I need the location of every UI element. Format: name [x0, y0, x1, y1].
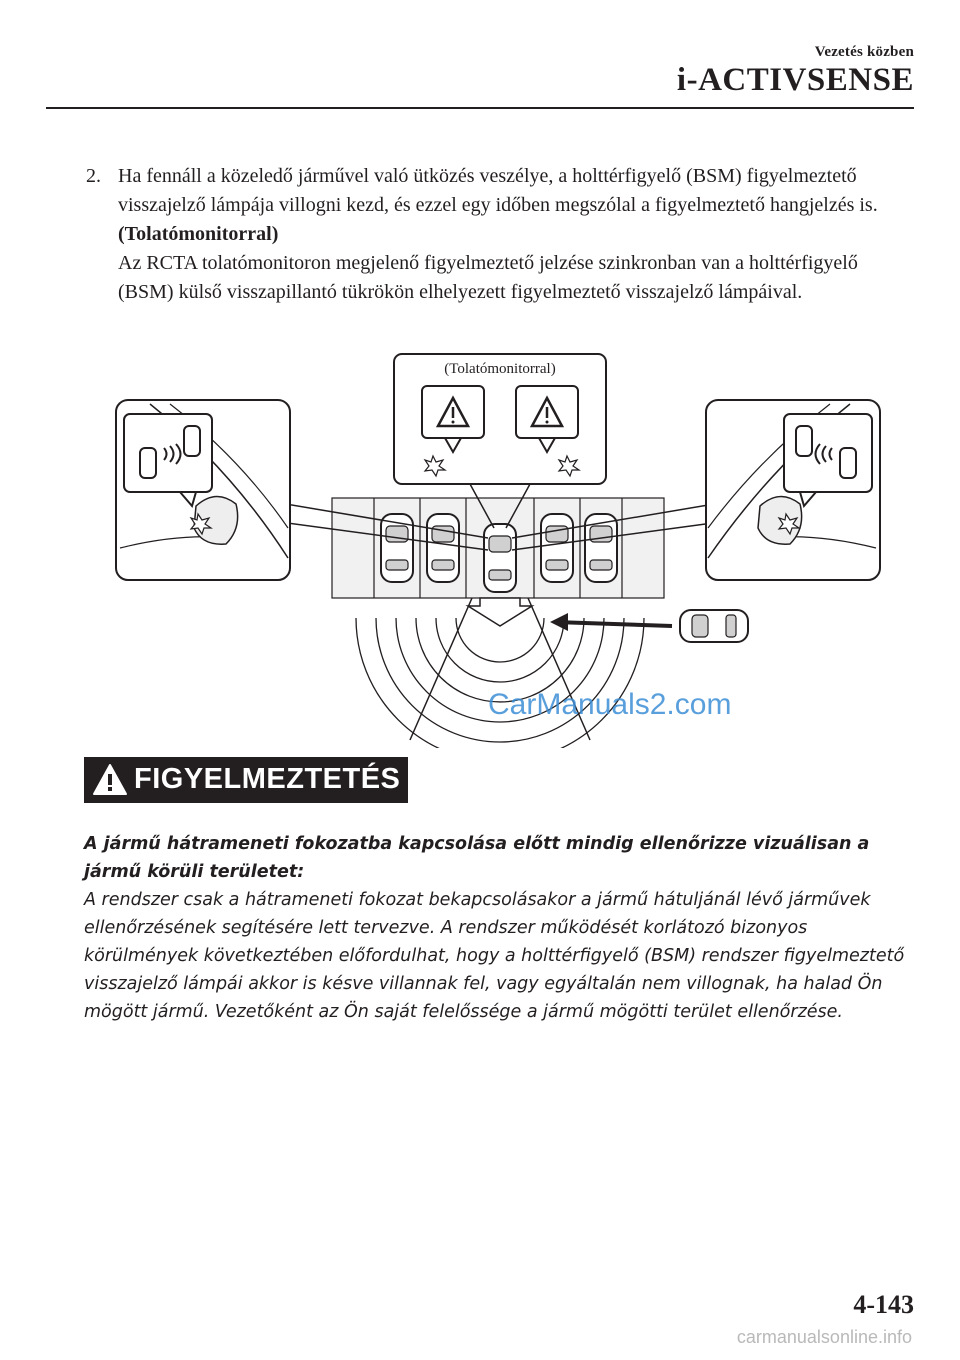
step-subheading: (Tolatómonitorral): [118, 223, 279, 245]
callout-label: (Tolatómonitorral): [444, 361, 556, 377]
step-subtext: Az RCTA tolatómonitoron megjelenő figyelmeztető jelzése szinkronban van a holttérfigyelő (BSM) külső visszapillantó tükrökön elhelyezett figyelmeztető visszajelző lámpáival.: [118, 252, 858, 303]
warning-triangle-icon: [92, 763, 128, 797]
warning-label: FIGYELMEZTETÉS: [134, 763, 401, 795]
page-number: 4-143: [853, 1290, 914, 1319]
warning-body: A rendszer csak a hátrameneti fokozat bekapcsolásakor a jármű hátuljánál lévő járművek ellenőrzésének segítésére lett tervezve. A rendszer működését korlátozó bizonyos körülmények következtében előfordulhat, hogy a holttérfigyelő (BSM) rendszer figyelmeztető visszajelző lámpái akkor is késve villannak fel, vagy egyáltalán nem villognak, ha halad Ön mögött jármű. Vezetőként az Ön saját felelőssége a jármű mögötti terület ellenőrzése.: [84, 890, 905, 1022]
header-divider: [46, 107, 914, 109]
warning-lead: A jármű hátrameneti fokozatba kapcsolása előtt mindig ellenőrizze vizuálisan a jármű körüli területet:: [84, 834, 870, 882]
right-mirror-inset: [706, 400, 880, 580]
warning-text: [84, 830, 914, 1026]
chapter-title: i-ACTIVSENSE: [676, 62, 914, 98]
step-2: [86, 162, 916, 307]
parking-lot: [332, 498, 664, 626]
section-header: Vezetés közben: [814, 44, 914, 60]
watermark-center: CarManuals2.com: [488, 688, 732, 721]
monitor-callout: [394, 354, 606, 484]
step-text: Ha fennáll a közeledő járművel való ütközés veszélye, a holttérfigyelő (BSM) figyelmeztető visszajelző lámpája villogni kezd, és ezzel egy időben megszólal a figyelmeztető hangjelzés is.: [118, 165, 878, 216]
approaching-car: [550, 610, 748, 642]
warning-banner: [84, 757, 408, 803]
step-number: 2.: [86, 165, 101, 187]
left-mirror-inset: [116, 400, 290, 580]
watermark-footer: carmanualsonline.info: [736, 1327, 912, 1347]
